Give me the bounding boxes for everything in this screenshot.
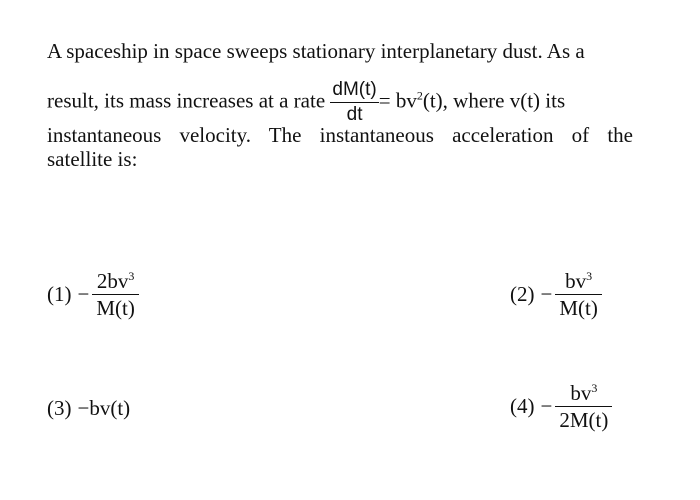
rate-rhs-prefix: = bv xyxy=(378,88,417,113)
option-3[interactable] xyxy=(47,396,130,421)
option-2-label: (2) xyxy=(510,282,535,306)
option-1-numerator-power: 3 xyxy=(128,269,135,283)
option-1-label: (1) xyxy=(47,282,72,306)
option-2-denominator: M(t) xyxy=(559,296,598,320)
question-line-1: A spaceship in space sweeps stationary interplanetary dust. As a xyxy=(47,39,585,63)
question-line-2-text: result, its mass increases at a rate xyxy=(47,88,326,113)
rate-numerator: dM(t) xyxy=(330,78,378,103)
option-4-numerator xyxy=(555,380,612,407)
question-line-2 xyxy=(47,78,565,127)
option-4-numerator-power: 3 xyxy=(591,381,598,395)
option-1-sign: − xyxy=(77,282,90,306)
option-1-fraction xyxy=(92,268,139,321)
question-line-4: satellite is: xyxy=(47,147,138,171)
option-1[interactable] xyxy=(47,268,139,321)
option-2-sign: − xyxy=(540,282,553,306)
rate-fraction xyxy=(330,78,378,127)
option-4-label: (4) xyxy=(510,394,535,418)
option-1-numerator xyxy=(92,268,139,295)
option-1-denominator: M(t) xyxy=(96,296,135,320)
option-2-numerator-base: bv xyxy=(565,269,587,293)
option-4-denominator: 2M(t) xyxy=(559,408,609,432)
rate-denominator: dt xyxy=(346,104,363,125)
rate-rhs-suffix: (t), where v(t) its xyxy=(422,88,566,113)
option-3-text: −bv(t) xyxy=(77,396,131,420)
option-1-numerator-base: 2bv xyxy=(96,269,129,293)
option-2-fraction xyxy=(555,268,602,321)
option-4[interactable] xyxy=(510,380,612,433)
option-2[interactable] xyxy=(510,268,602,321)
option-4-fraction xyxy=(555,380,612,433)
option-4-numerator-base: bv xyxy=(570,381,592,405)
option-2-numerator-power: 3 xyxy=(586,269,593,283)
option-4-sign: − xyxy=(540,394,553,418)
option-3-label: (3) xyxy=(47,396,72,420)
option-2-numerator xyxy=(555,268,602,295)
question-line-3: instantaneous velocity. The instantaneous acceleration of the xyxy=(47,123,633,147)
rate-rhs-power: 2 xyxy=(416,88,423,103)
